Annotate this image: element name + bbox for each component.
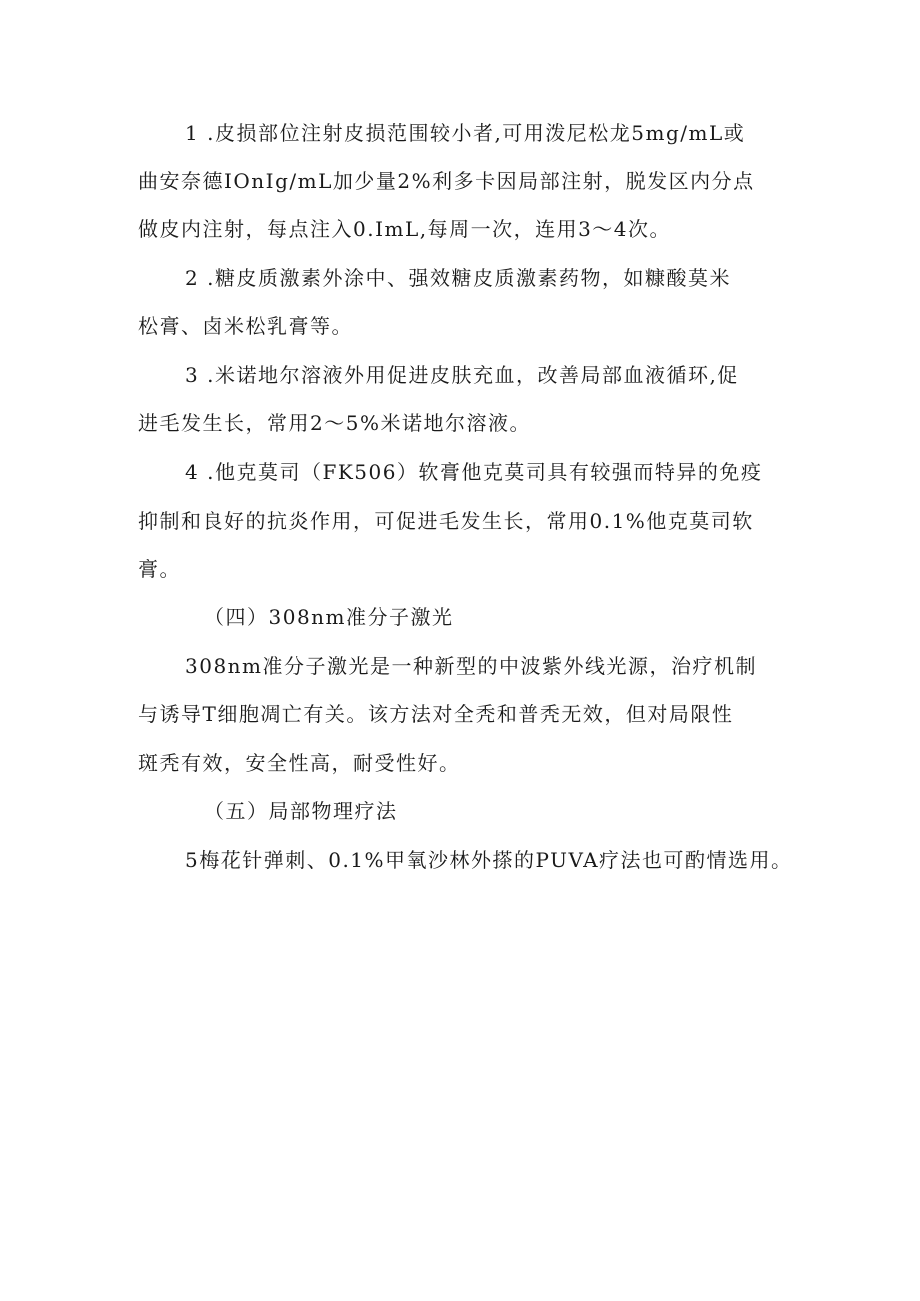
item-2-line-1: 2 .糖皮质激素外涂中、强效糖皮质激素药物，如糠酸莫米: [185, 266, 731, 290]
item-2-line-2: 松膏、卤米松乳膏等。: [138, 314, 353, 338]
item-4-line-2: 抑制和良好的抗炎作用，可促进毛发生长，常用0.1%他克莫司软: [138, 509, 754, 533]
item-1-line-2: 曲安奈德IOnIg/mL加少量2%利多卡因局部注射，脱发区内分点: [138, 169, 755, 193]
section-heading-5: （五）局部物理疗法: [204, 799, 398, 823]
item-4-line-3: 膏。: [138, 557, 181, 581]
item-1-line-1: 1 .皮损部位注射皮损范围较小者,可用泼尼松龙5mg/mL或: [185, 121, 746, 145]
item-1-line-3: 做皮内注射，每点注入0.ImL,每周一次，连用3～4次。: [138, 217, 672, 241]
section-heading-4: （四）308nm准分子激光: [204, 605, 454, 629]
laser-para-line-1: 308nm准分子激光是一种新型的中波紫外线光源，治疗机制: [185, 654, 758, 678]
physical-therapy-line: 5梅花针弹刺、0.1%甲氧沙林外搽的PUVA疗法也可酌情选用。: [185, 848, 793, 872]
item-4-line-1: 4 .他克莫司（FK506）软膏他克莫司具有较强而特异的免疫: [185, 460, 763, 484]
laser-para-line-3: 斑秃有效，安全性高，耐受性好。: [138, 751, 461, 775]
item-3-line-2: 进毛发生长，常用2～5%米诺地尔溶液。: [138, 411, 531, 435]
laser-para-line-2: 与诱导T细胞凋亡有关。该方法对全秃和普秃无效，但对局限性: [138, 702, 734, 726]
item-3-line-1: 3 .米诺地尔溶液外用促进皮肤充血，改善局部血液循环,促: [185, 363, 739, 387]
